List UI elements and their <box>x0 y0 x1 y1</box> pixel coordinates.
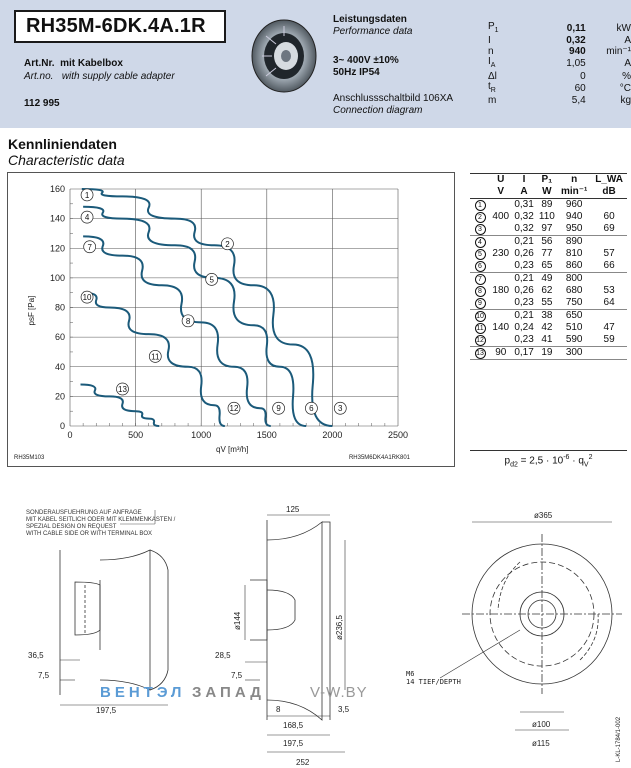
table-row <box>470 236 627 249</box>
side-view-left <box>60 550 168 695</box>
spec-row <box>488 71 631 82</box>
table-cell: 64 <box>603 297 615 308</box>
y-tick-label: 80 <box>54 302 65 313</box>
performance-block <box>333 14 453 117</box>
table-cell: 180 <box>492 285 510 296</box>
spec-value: 0,11 <box>566 23 586 34</box>
table-row <box>470 199 627 212</box>
x-tick-label: 1000 <box>191 430 212 440</box>
curve-number: 2 <box>475 212 486 223</box>
table-cell <box>470 285 490 297</box>
table-cell <box>470 334 490 347</box>
y-tick-label: 60 <box>54 332 65 343</box>
curve-label: 6 <box>309 404 314 414</box>
table-cell: 56 <box>541 236 553 247</box>
curve-number: 4 <box>475 237 486 248</box>
chart-frame <box>7 172 455 467</box>
dim-168-5: 168,5 <box>283 721 304 730</box>
dim-7-5: 7,5 <box>38 671 50 680</box>
spec-value: 1,05 <box>566 58 586 70</box>
table-row <box>470 211 627 223</box>
table-cell <box>470 310 490 323</box>
chart-footer-left: RH35M103 <box>14 455 45 461</box>
table-cell: 860 <box>565 260 583 271</box>
curve-label: 10 <box>82 293 92 303</box>
curve-number: 13 <box>476 350 484 357</box>
spec-value: 940 <box>569 46 586 58</box>
curve-label: 5 <box>209 275 214 285</box>
curve-number: 6 <box>475 261 486 272</box>
y-tick-label: 20 <box>54 391 65 402</box>
table-header-row <box>470 186 627 199</box>
curve-number: 12 <box>476 337 484 344</box>
table-cell: 89 <box>541 199 553 210</box>
table-cell: 49 <box>541 273 553 284</box>
curve-number: 1 <box>475 200 486 211</box>
dimension-drawing <box>0 490 631 768</box>
table-cell <box>490 297 512 310</box>
table-row <box>470 347 627 360</box>
artnr-desc-en: with supply cable adapter <box>61 71 175 82</box>
fan-impeller-icon <box>248 16 318 94</box>
table-cell: 0,23 <box>514 334 534 345</box>
curve-number: 11 <box>476 325 484 332</box>
spec-symbol: n <box>488 46 494 58</box>
table-cell: 400 <box>492 211 510 222</box>
table-cell: 53 <box>603 285 615 296</box>
article-number: 112 995 <box>24 98 60 109</box>
spec-row <box>488 47 631 58</box>
table-cell: 38 <box>541 310 553 321</box>
x-tick-label: 0 <box>67 430 73 440</box>
dim-36-5: 36,5 <box>28 651 44 660</box>
diagram-de: Anschlussschaltbild 106XA <box>333 93 454 104</box>
artnr-label-de: Art.Nr. <box>24 58 55 69</box>
dim-7-5-b: 7,5 <box>231 671 243 680</box>
table-cell: 69 <box>603 223 615 234</box>
table-cell <box>490 310 512 323</box>
datasheet-header <box>0 0 631 128</box>
dim-252: 252 <box>296 758 310 767</box>
table-cell: 19 <box>541 347 553 358</box>
table-cell: 0,23 <box>514 297 534 308</box>
x-tick-label: 2000 <box>322 430 343 440</box>
table-cell <box>490 223 512 236</box>
column-header: U <box>497 174 505 185</box>
section-title: Kennliniendaten <box>8 136 117 152</box>
model-name: RH35M-6DK.4A.1R <box>14 10 226 43</box>
curve-number: 3 <box>475 224 486 235</box>
table-cell: 810 <box>565 248 583 259</box>
spec-value: 5,4 <box>571 95 586 107</box>
table-cell: 110 <box>538 211 555 222</box>
table-cell: 41 <box>541 334 553 345</box>
table-row <box>470 285 627 297</box>
table-cell <box>591 199 627 212</box>
table-row <box>470 273 627 286</box>
characteristic-chart <box>8 173 454 466</box>
dim-3-5: 3,5 <box>338 705 350 714</box>
table-cell: 510 <box>565 322 583 333</box>
table-cell <box>591 273 627 286</box>
artnr-desc-de: mit Kabelbox <box>60 58 123 69</box>
curve-label: 11 <box>151 352 160 362</box>
curve-number: 7 <box>475 274 486 285</box>
table-cell: 62 <box>541 285 553 296</box>
spec-unit: kg <box>620 95 631 107</box>
article-info <box>24 57 175 83</box>
table-cell <box>470 223 490 236</box>
table-cell <box>591 236 627 249</box>
curve-label: 2 <box>225 239 230 249</box>
column-header <box>470 174 490 187</box>
column-header: dB <box>602 186 616 197</box>
x-tick-label: 500 <box>128 430 144 440</box>
curve-number: 10 <box>476 313 484 320</box>
table-cell <box>490 273 512 286</box>
pressure-formula: $p_{d2} = 2,5 \cdot 10^{-6} \cdot q_V^2$ <box>470 450 627 468</box>
table-cell: 97 <box>541 223 553 234</box>
table-row <box>470 310 627 323</box>
spec-symbol: m <box>488 95 497 107</box>
column-header: A <box>520 186 528 197</box>
spec-unit: kW <box>616 23 631 34</box>
y-tick-label: 100 <box>49 272 65 283</box>
table-cell: 57 <box>603 248 615 259</box>
y-axis-label: psF [Pa] <box>27 295 36 326</box>
table-header-row <box>470 174 627 187</box>
dim-d236-5: ø236,5 <box>335 615 344 640</box>
column-header <box>470 186 490 199</box>
curve-label: 1 <box>84 190 90 200</box>
curve-label: 9 <box>276 404 281 414</box>
note-line-4: WITH CABLE SIDE OR WITH TERMINAL BOX <box>26 531 153 537</box>
voltage: 3~ 400V ±10% <box>333 55 399 66</box>
table-row <box>470 297 627 310</box>
table-cell <box>470 273 490 286</box>
chart-footer-right: RH35M6DK4A1RK801 <box>348 455 410 461</box>
table-cell <box>490 260 512 273</box>
y-tick-label: 140 <box>49 213 65 224</box>
front-view <box>462 534 622 694</box>
column-header: P₁ <box>541 174 553 185</box>
table-cell: 800 <box>565 273 583 284</box>
y-tick-label: 160 <box>49 184 65 194</box>
curve-label: 4 <box>84 213 90 223</box>
spec-symbol: I <box>488 35 491 47</box>
table-cell: 0,26 <box>514 285 534 296</box>
table-cell: 59 <box>603 334 615 345</box>
column-header: V <box>497 186 505 197</box>
spec-symbol: $I_A$ <box>488 56 496 70</box>
table-cell: 950 <box>565 223 583 234</box>
table-cell: 0,21 <box>514 273 534 284</box>
table-cell: 960 <box>565 199 583 210</box>
table-cell <box>470 297 490 310</box>
y-tick-label: 0 <box>59 421 65 431</box>
table-cell <box>490 236 512 249</box>
table-cell: 0,32 <box>514 211 534 222</box>
curve-number: 9 <box>475 298 486 309</box>
curve-label: 12 <box>229 404 239 414</box>
spec-row <box>488 57 631 71</box>
table-cell: 140 <box>492 322 510 333</box>
table-cell: 940 <box>565 211 583 222</box>
table-cell <box>470 211 490 223</box>
table-cell: 0,31 <box>514 199 534 210</box>
dim-8: 8 <box>276 705 281 714</box>
table-cell: 680 <box>565 285 583 296</box>
spec-symbol: $P_1$ <box>488 21 499 34</box>
y-tick-label: 120 <box>49 243 65 254</box>
column-header: min⁻¹ <box>560 186 588 197</box>
dim-28-5: 28,5 <box>215 651 231 660</box>
table-row <box>470 322 627 334</box>
table-cell: 47 <box>603 322 615 333</box>
table-cell: 0,26 <box>514 248 534 259</box>
spec-value: 60 <box>574 83 586 95</box>
artnr-label-en: Art.no. <box>24 71 54 82</box>
x-tick-label: 2500 <box>387 430 409 440</box>
y-tick-label: 40 <box>54 361 65 372</box>
perf-title-de: Leistungsdaten <box>333 14 407 25</box>
table-cell: 77 <box>541 248 553 259</box>
curve-number: 5 <box>475 249 486 260</box>
spec-value: 0,32 <box>566 35 586 47</box>
spec-row <box>488 82 631 96</box>
table-cell <box>490 199 512 212</box>
table-cell: 0,17 <box>514 347 534 358</box>
table-cell <box>591 347 627 360</box>
section-subtitle: Characteristic data <box>8 152 125 168</box>
watermark-mid: ЗАПАД <box>192 684 265 701</box>
table-cell <box>591 310 627 323</box>
table-cell <box>470 260 490 273</box>
table-cell: 42 <box>541 322 553 333</box>
diagram-en: Connection diagram <box>333 105 423 116</box>
table-cell: 0,21 <box>514 236 534 247</box>
curve-label: 13 <box>118 384 127 394</box>
x-axis-label: qV [m³/h] <box>216 445 249 454</box>
table-cell: 0,23 <box>514 260 534 271</box>
curve-label: 3 <box>338 404 343 414</box>
table-cell: 65 <box>541 260 553 271</box>
table-cell: 230 <box>492 248 510 259</box>
thread-depth: 14 TIEF/DEPTH <box>406 678 461 686</box>
dim-d144: ø144 <box>233 611 242 630</box>
frequency: 50Hz IP54 <box>333 67 380 78</box>
table-cell: 0,24 <box>514 322 534 333</box>
table-cell <box>470 347 490 360</box>
column-header: W <box>542 186 552 197</box>
dim-197-5-b: 197,5 <box>283 739 304 748</box>
table-cell: 750 <box>565 297 583 308</box>
watermark-right: V-W.BY <box>310 684 368 701</box>
table-row <box>470 334 627 347</box>
table-row <box>470 248 627 260</box>
table-cell: 650 <box>565 310 583 321</box>
spec-symbol: $t_R$ <box>488 81 496 95</box>
spec-unit: °C <box>619 83 631 95</box>
column-header: n <box>571 174 578 185</box>
spec-unit: A <box>624 58 631 70</box>
table-cell: 300 <box>565 347 583 358</box>
table-cell <box>470 248 490 260</box>
spec-row <box>488 96 631 107</box>
note-line-1: SONDERAUSFUEHRUNG AUF ANFRAGE <box>26 510 142 516</box>
spec-unit: min⁻¹ <box>606 46 631 58</box>
table-cell <box>470 236 490 249</box>
table-cell: 90 <box>495 347 507 358</box>
dim-d115: ø115 <box>532 739 550 748</box>
table-row <box>470 223 627 236</box>
table-row <box>470 260 627 273</box>
table-cell: 590 <box>565 334 583 345</box>
spec-symbol: Δl <box>488 70 497 82</box>
curve-label: 7 <box>87 242 92 252</box>
spec-unit: A <box>624 35 631 47</box>
column-header: L_WA <box>595 174 623 185</box>
table-cell: 55 <box>541 297 553 308</box>
dim-d365: ø365 <box>534 511 553 520</box>
curve-number: 8 <box>475 286 486 297</box>
spec-row <box>488 22 631 36</box>
spec-unit: % <box>622 70 631 82</box>
thread-m6: M6 <box>406 670 415 678</box>
dim-125: 125 <box>286 505 300 514</box>
operating-point-table <box>470 173 627 360</box>
perf-title-en: Performance data <box>333 26 413 37</box>
table-cell: 66 <box>603 260 615 271</box>
table-cell <box>470 322 490 334</box>
note-line-3: SPEZIAL DESIGN ON REQUEST <box>26 524 117 530</box>
drawing-code: L-KL-1784/1-002 <box>616 716 622 762</box>
curve-label: 8 <box>185 316 191 326</box>
spec-table <box>488 22 631 107</box>
spec-value: 0 <box>580 70 586 82</box>
table-cell: 60 <box>603 211 615 222</box>
table-cell: 0,32 <box>514 223 534 234</box>
note-line-2: MIT KABEL SEITLICH ODER MIT KLEMMENKASTEN / <box>26 517 176 523</box>
dim-197-5-a: 197,5 <box>96 706 117 715</box>
table-cell: 0,21 <box>514 310 534 321</box>
table-cell <box>470 199 490 212</box>
dim-d100: ø100 <box>532 720 551 729</box>
series-curve-9 <box>83 236 271 426</box>
table-cell: 890 <box>565 236 583 247</box>
table-cell <box>490 334 512 347</box>
watermark-left: ВЕНТЭЛ <box>100 684 186 701</box>
x-tick-label: 1500 <box>256 430 277 440</box>
column-header: I <box>522 174 526 185</box>
